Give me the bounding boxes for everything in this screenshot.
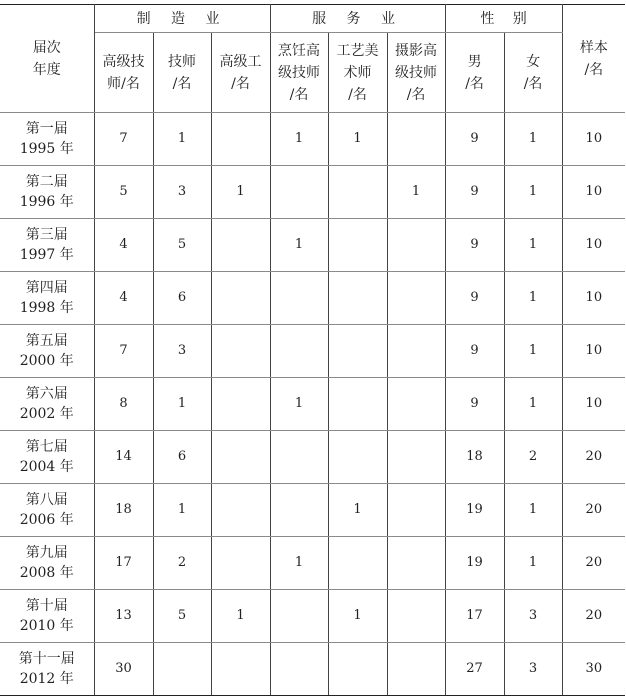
session-year-cell: [0, 219, 94, 272]
header-cooking-technician-label: 烹饪高 级技师 /名: [278, 42, 321, 103]
table-cell: 20: [562, 537, 625, 590]
table-cell: 1: [153, 484, 211, 537]
session-label: 第一届: [25, 121, 68, 137]
header-service: [270, 5, 445, 33]
header-cooking-technician: [270, 33, 328, 113]
header-craft-artist-label: 工艺美 术师 /名: [336, 42, 379, 103]
year-label: 2006 年: [19, 512, 74, 528]
table-cell: 20: [562, 590, 625, 643]
session-label: 第四届: [25, 280, 68, 296]
table-cell: [270, 272, 328, 325]
header-sample: [562, 5, 625, 113]
header-senior-worker-label: 高级工 /名: [219, 53, 262, 92]
table-cell: 27: [445, 643, 504, 696]
table-cell: 4: [94, 219, 153, 272]
table-cell: [328, 219, 387, 272]
table-cell: 9: [445, 325, 504, 378]
table-row: [0, 166, 625, 219]
table-cell: 1: [211, 166, 270, 219]
table-cell: 5: [94, 166, 153, 219]
session-year-cell: [0, 272, 94, 325]
table-cell: 7: [94, 113, 153, 166]
table-cell: 10: [562, 219, 625, 272]
header-photography-technician: [387, 33, 445, 113]
table-header: [0, 5, 625, 113]
header-male: [445, 33, 504, 113]
table-cell: [328, 378, 387, 431]
header-manufacturing-label: 制 造 业: [136, 10, 228, 27]
year-label: 2012 年: [19, 671, 74, 687]
table-cell: [328, 325, 387, 378]
table-row: [0, 590, 625, 643]
table-row: [0, 113, 625, 166]
session-year-cell: [0, 590, 94, 643]
session-label: 第五届: [25, 333, 68, 349]
table-cell: 8: [94, 378, 153, 431]
table-cell: [387, 272, 445, 325]
year-label: 2004 年: [19, 459, 74, 475]
table-cell: [211, 113, 270, 166]
session-label: 第九届: [25, 545, 68, 561]
table-cell: [387, 590, 445, 643]
session-label: 第三届: [25, 227, 68, 243]
table-cell: [387, 113, 445, 166]
year-label: 2010 年: [19, 618, 74, 634]
table-cell: 4: [94, 272, 153, 325]
table-cell: 9: [445, 113, 504, 166]
header-female: [504, 33, 562, 113]
table-cell: 1: [328, 484, 387, 537]
table-cell: 3: [153, 325, 211, 378]
table-cell: 1: [328, 113, 387, 166]
session-year-cell: [0, 431, 94, 484]
header-gender: [445, 5, 562, 33]
table-cell: 14: [94, 431, 153, 484]
table-cell: [387, 325, 445, 378]
table-cell: 9: [445, 166, 504, 219]
table-cell: 1: [504, 113, 562, 166]
table-cell: 30: [94, 643, 153, 696]
table-row: [0, 272, 625, 325]
table-cell: 17: [445, 590, 504, 643]
table-body: [0, 113, 625, 696]
table-cell: 1: [504, 325, 562, 378]
table-cell: 1: [504, 272, 562, 325]
table-cell: [328, 431, 387, 484]
session-label: 第八届: [25, 492, 68, 508]
table-cell: 10: [562, 272, 625, 325]
table-cell: 7: [94, 325, 153, 378]
table-cell: [211, 219, 270, 272]
table-cell: 9: [445, 272, 504, 325]
year-label: 1997 年: [19, 247, 74, 263]
header-session-year: [0, 5, 94, 113]
table-cell: 10: [562, 166, 625, 219]
table-cell: 19: [445, 484, 504, 537]
header-technician-label: 技师 /名: [168, 53, 196, 92]
table-cell: 1: [504, 219, 562, 272]
header-male-label: 男 /名: [465, 53, 484, 92]
table-cell: 1: [153, 113, 211, 166]
header-senior-worker: [211, 33, 270, 113]
table-cell: 10: [562, 325, 625, 378]
header-row-subcolumns: [0, 33, 625, 113]
header-craft-artist: [328, 33, 387, 113]
table-cell: 3: [153, 166, 211, 219]
table-cell: [387, 537, 445, 590]
table-cell: [328, 272, 387, 325]
table-cell: [270, 643, 328, 696]
table-cell: 30: [562, 643, 625, 696]
table-cell: 6: [153, 431, 211, 484]
table-cell: 5: [153, 590, 211, 643]
table-cell: 13: [94, 590, 153, 643]
session-label: 第二届: [25, 174, 68, 190]
table-cell: 9: [445, 219, 504, 272]
session-year-cell: [0, 325, 94, 378]
session-year-cell: [0, 378, 94, 431]
session-year-cell: [0, 113, 94, 166]
header-sample-label: 样本 /名: [579, 39, 608, 78]
table-cell: 20: [562, 431, 625, 484]
year-label: 2000 年: [19, 353, 74, 369]
table-cell: 19: [445, 537, 504, 590]
table-cell: 1: [504, 166, 562, 219]
table-cell: 1: [270, 113, 328, 166]
table-cell: [328, 537, 387, 590]
statistics-table: [0, 4, 625, 696]
table-cell: 3: [504, 643, 562, 696]
table-cell: 18: [445, 431, 504, 484]
table-cell: 1: [211, 590, 270, 643]
table-cell: 1: [328, 590, 387, 643]
table-cell: [211, 643, 270, 696]
session-label: 第十一届: [18, 651, 75, 667]
table-cell: 1: [270, 537, 328, 590]
session-label: 第七届: [25, 439, 68, 455]
year-label: 2008 年: [19, 565, 74, 581]
table-cell: [270, 166, 328, 219]
session-year-cell: [0, 643, 94, 696]
table-cell: [270, 325, 328, 378]
session-label: 第六届: [25, 386, 68, 402]
table-cell: 9: [445, 378, 504, 431]
table-cell: [270, 484, 328, 537]
table-row: [0, 643, 625, 696]
table-cell: 1: [504, 484, 562, 537]
table-row: [0, 378, 625, 431]
table-row: [0, 484, 625, 537]
table-cell: 17: [94, 537, 153, 590]
table-cell: 5: [153, 219, 211, 272]
session-year-cell: [0, 166, 94, 219]
table-cell: [387, 378, 445, 431]
table-cell: [211, 484, 270, 537]
header-gender-label: 性 别: [480, 10, 527, 27]
table-cell: [211, 325, 270, 378]
table-cell: 10: [562, 378, 625, 431]
session-label: 第十届: [25, 598, 68, 614]
header-session-year-label: 届次 年度: [32, 39, 61, 78]
table-cell: 1: [153, 378, 211, 431]
header-technician: [153, 33, 211, 113]
session-year-cell: [0, 484, 94, 537]
year-label: 1998 年: [19, 300, 74, 316]
header-senior-technician: [94, 33, 153, 113]
header-manufacturing: [94, 5, 270, 33]
table-cell: [387, 219, 445, 272]
table-cell: 6: [153, 272, 211, 325]
table-row: [0, 325, 625, 378]
header-senior-technician-label: 高级技 师/名: [102, 53, 145, 92]
table-cell: [387, 643, 445, 696]
table-cell: 20: [562, 484, 625, 537]
year-label: 2002 年: [19, 406, 74, 422]
table-cell: [211, 378, 270, 431]
table-row: [0, 537, 625, 590]
table-cell: 1: [504, 378, 562, 431]
table-cell: 2: [504, 431, 562, 484]
table-cell: 18: [94, 484, 153, 537]
table-cell: [211, 272, 270, 325]
table-row: [0, 431, 625, 484]
header-row-groups: [0, 5, 625, 33]
table-cell: 10: [562, 113, 625, 166]
year-label: 1996 年: [19, 194, 74, 210]
header-service-label: 服 务 业: [312, 10, 403, 27]
table-cell: 1: [504, 537, 562, 590]
table-cell: [270, 590, 328, 643]
session-year-cell: [0, 537, 94, 590]
table-cell: 2: [153, 537, 211, 590]
header-female-label: 女 /名: [523, 53, 543, 92]
table-cell: 3: [504, 590, 562, 643]
table-cell: 1: [387, 166, 445, 219]
table-cell: [211, 431, 270, 484]
table-cell: [211, 537, 270, 590]
table-cell: [328, 643, 387, 696]
table-cell: [387, 431, 445, 484]
table-cell: [270, 431, 328, 484]
table-cell: [387, 484, 445, 537]
header-photography-technician-label: 摄影高 级技师 /名: [395, 42, 438, 103]
table-cell: 1: [270, 378, 328, 431]
table-row: [0, 219, 625, 272]
table-cell: 1: [270, 219, 328, 272]
table-cell: [328, 166, 387, 219]
year-label: 1995 年: [19, 141, 74, 157]
table-cell: [153, 643, 211, 696]
